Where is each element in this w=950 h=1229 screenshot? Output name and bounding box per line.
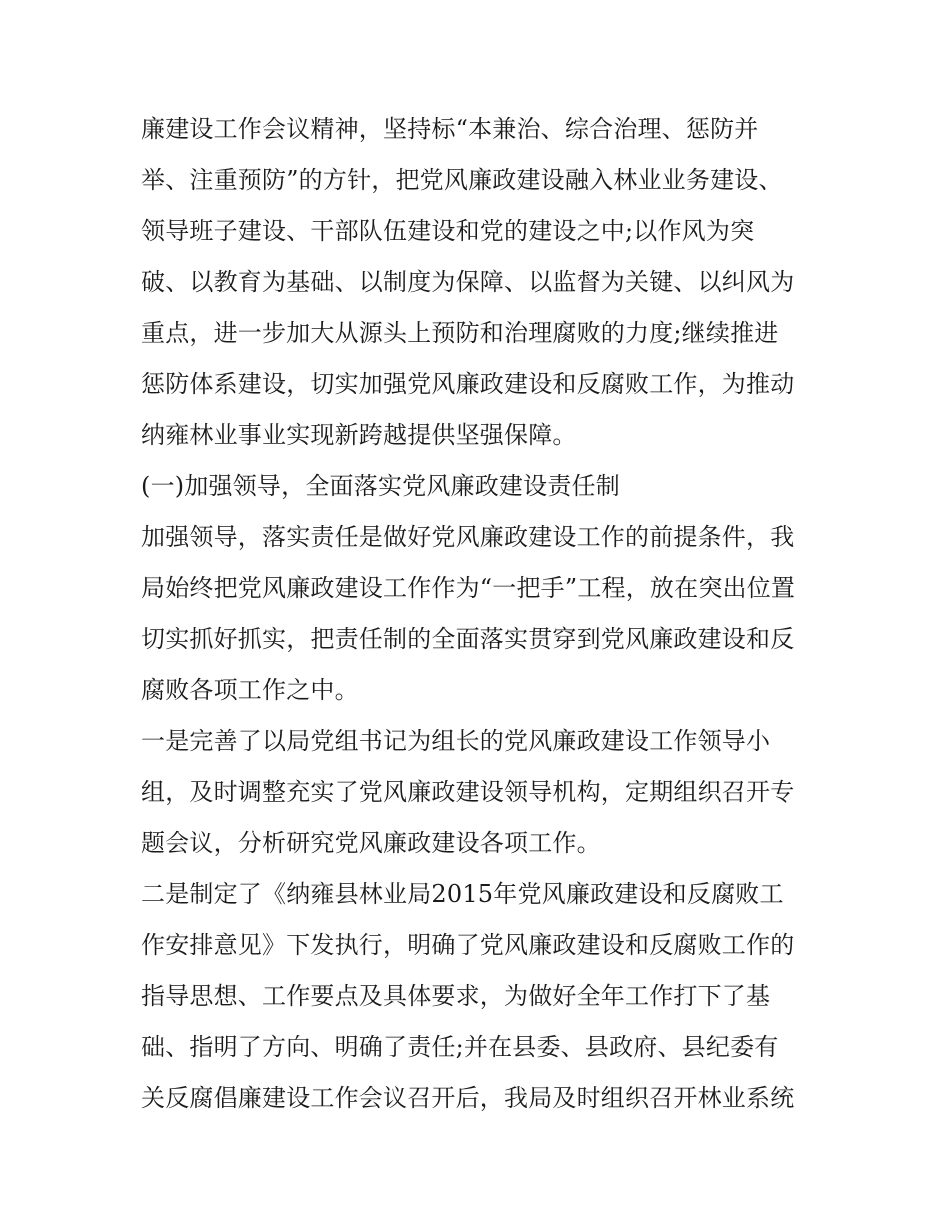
text-line: 础、指明了方向、明确了责任;并在县委、县政府、县纪委有 — [141, 1033, 779, 1061]
text-line: 举、注重预防”的方针，把党风廉政建设融入林业业务建设、 — [141, 166, 783, 194]
text-line: 廉建设工作会议精神，坚持标“本兼治、综合治理、惩防并 — [141, 115, 759, 143]
text-line: 领导班子建设、干部队伍建设和党的建设之中;以作风为突 — [141, 217, 755, 245]
text-line: 破、以教育为基础、以制度为保障、以监督为关键、以纠风为 — [141, 268, 795, 296]
text-line: 指导思想、工作要点及具体要求，为做好全年工作打下了基 — [141, 982, 771, 1010]
text-line: 二是制定了《纳雍县林业局2015年党风廉政建设和反腐败工 — [141, 880, 784, 908]
text-line: 切实抓好抓实，把责任制的全面落实贯穿到党风廉政建设和反 — [141, 625, 795, 653]
text-line: 惩防体系建设，切实加强党风廉政建设和反腐败工作，为推动 — [141, 370, 795, 398]
text-line: 局始终把党风廉政建设工作作为“一把手”工程，放在突出位置 — [141, 574, 796, 602]
text-line: 作安排意见》下发执行，明确了党风廉政建设和反腐败工作的 — [141, 931, 795, 959]
text-line: 关反腐倡廉建设工作会议召开后，我局及时组织召开林业系统 — [141, 1084, 795, 1112]
text-line: 重点，进一步加大从源头上预防和治理腐败的力度;继续推进 — [141, 319, 779, 347]
text-line: 组，及时调整充实了党风廉政建设领导机构，定期组织召开专 — [141, 778, 795, 806]
text-line: 题会议，分析研究党风廉政建设各项工作。 — [141, 829, 601, 857]
text-line: 加强领导，落实责任是做好党风廉政建设工作的前提条件，我 — [141, 523, 795, 551]
section-heading: (一)加强领导，全面落实党风廉政建设责任制 — [141, 472, 620, 500]
text-line: 一是完善了以局党组书记为组长的党风廉政建设工作领导小 — [141, 727, 771, 755]
text-line: 纳雍林业事业实现新跨越提供坚强保障。 — [141, 421, 577, 449]
text-line: 腐败各项工作之中。 — [141, 676, 359, 704]
